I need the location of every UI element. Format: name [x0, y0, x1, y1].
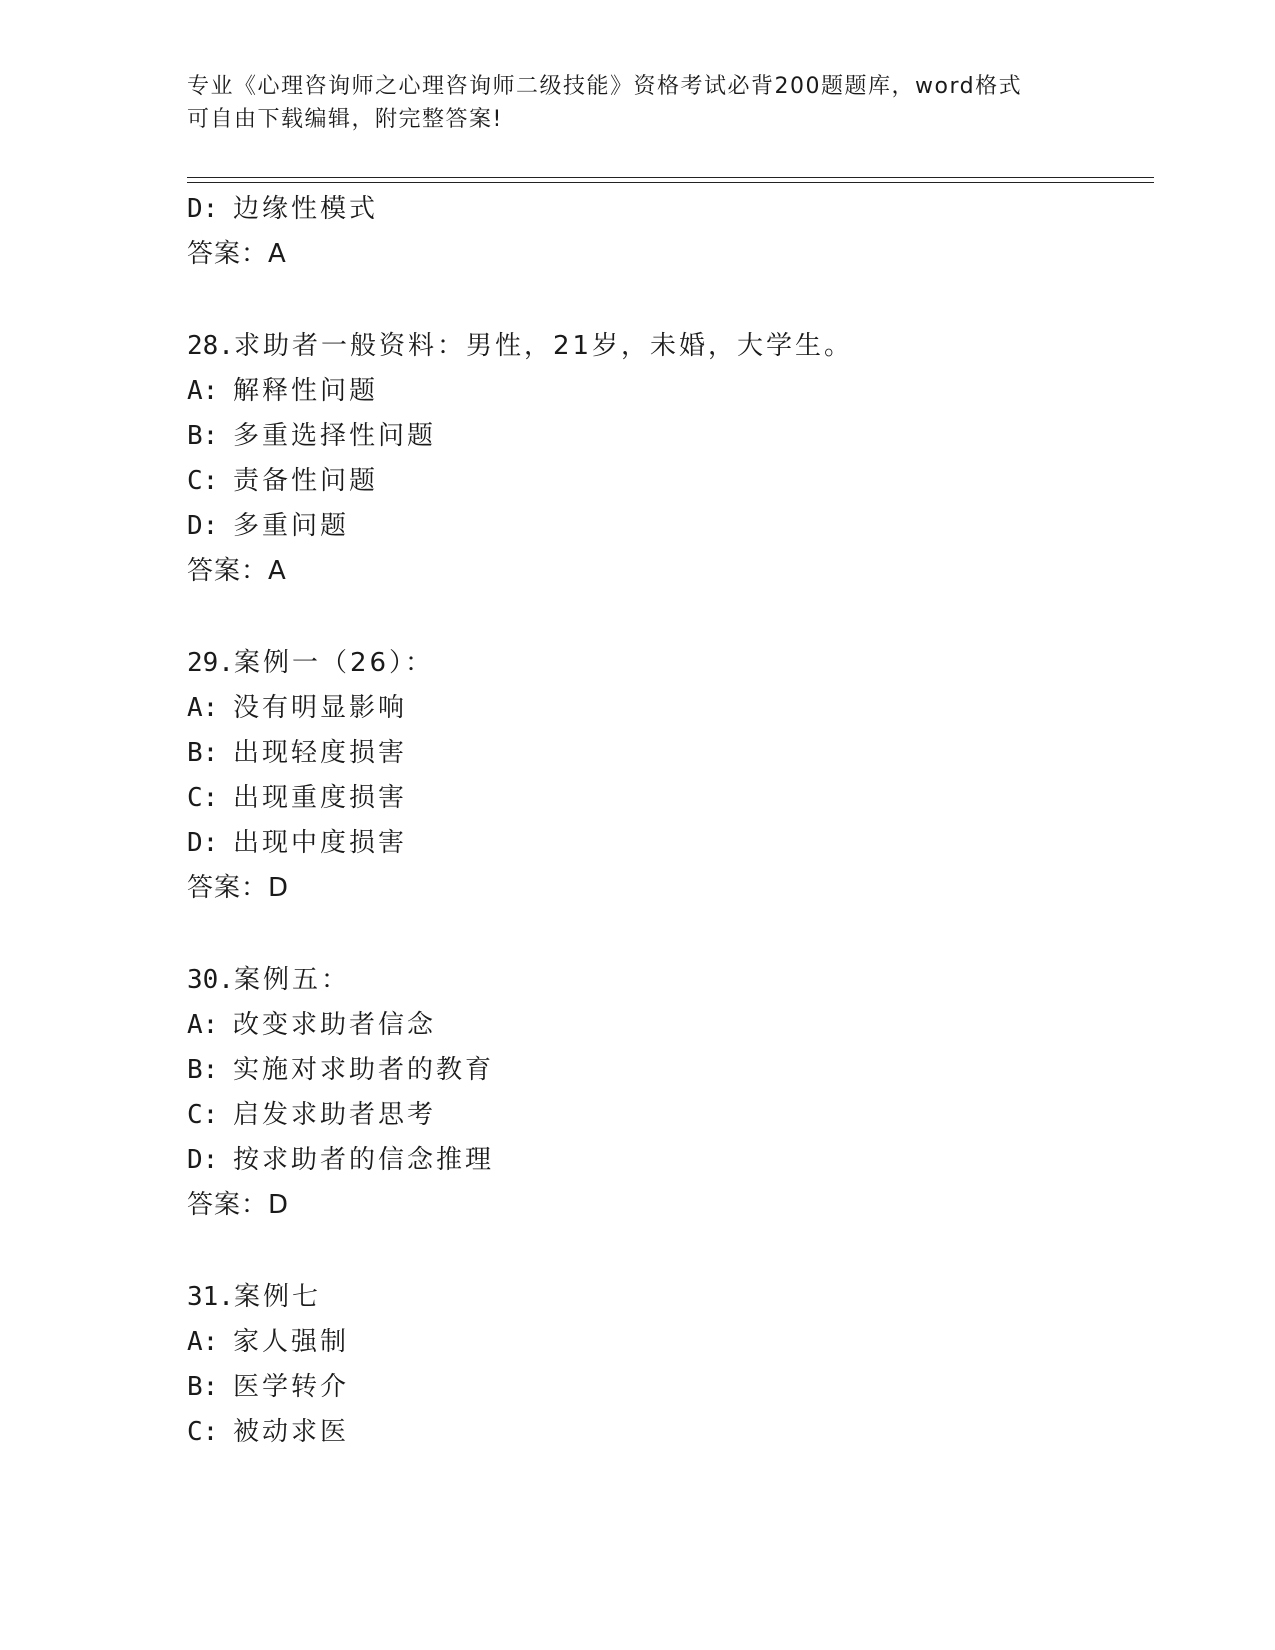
question-text: 案例五：	[233, 965, 350, 995]
question-list	[187, 187, 1147, 1455]
option-key: A:	[187, 693, 219, 723]
option-text: 出现轻度损害	[233, 738, 408, 768]
option-text: 按求助者的信念推理	[233, 1145, 495, 1175]
option-line	[187, 504, 1147, 549]
option-line	[187, 1048, 1147, 1093]
answer-line: 答案：A	[187, 239, 287, 269]
option-key: C:	[187, 1100, 219, 1130]
option-line	[187, 821, 1147, 866]
option-text: 被动求医	[233, 1417, 350, 1447]
header-line-2: 可自由下载编辑，附完整答案!	[187, 107, 503, 132]
option-key: A:	[187, 1010, 219, 1040]
question-number: 30.	[187, 965, 234, 995]
question-text: 求助者一般资料：男性，21岁，未婚，大学生。	[233, 331, 854, 361]
option-text: 实施对求助者的教育	[233, 1055, 495, 1085]
option-line	[187, 459, 1147, 504]
header-line-1: 专业《心理咨询师之心理咨询师二级技能》资格考试必背200题题库，word格式	[187, 74, 1023, 99]
answer-line: 答案：D	[187, 873, 290, 903]
option-key: B:	[187, 1055, 219, 1085]
option-line	[187, 187, 1147, 232]
option-line	[187, 1365, 1147, 1410]
option-key: D:	[187, 1145, 219, 1175]
option-line	[187, 1093, 1147, 1138]
option-key: D:	[187, 828, 219, 858]
header-rule-top	[187, 177, 1154, 178]
option-line	[187, 776, 1147, 821]
question-stem	[187, 958, 1147, 1003]
question-stem	[187, 324, 1147, 369]
option-key: D:	[187, 194, 219, 224]
question-text: 案例七	[233, 1282, 321, 1312]
option-line	[187, 414, 1147, 459]
option-key: A:	[187, 376, 219, 406]
option-key: A:	[187, 1327, 219, 1357]
option-text: 医学转介	[233, 1372, 350, 1402]
option-line	[187, 731, 1147, 776]
answer-line: 答案：D	[187, 1190, 290, 1220]
option-key: D:	[187, 511, 219, 541]
header-rule-bottom	[187, 182, 1154, 183]
option-text: 改变求助者信念	[233, 1010, 437, 1040]
option-line	[187, 369, 1147, 414]
option-text: 多重问题	[233, 511, 350, 541]
question-number: 31.	[187, 1282, 234, 1312]
option-key: C:	[187, 783, 219, 813]
question-text: 案例一（26）：	[233, 648, 435, 678]
option-text: 责备性问题	[233, 466, 379, 496]
option-text: 解释性问题	[233, 376, 379, 406]
option-text: 出现重度损害	[233, 783, 408, 813]
option-key: B:	[187, 738, 219, 768]
option-line	[187, 686, 1147, 731]
option-line	[187, 1320, 1147, 1365]
question-stem	[187, 641, 1147, 686]
option-text: 启发求助者思考	[233, 1100, 437, 1130]
option-line	[187, 1138, 1147, 1183]
option-text: 出现中度损害	[233, 828, 408, 858]
question-number: 29.	[187, 648, 234, 678]
option-text: 多重选择性问题	[233, 421, 437, 451]
question-stem	[187, 1275, 1147, 1320]
document-header	[187, 70, 1067, 136]
answer-line: 答案：A	[187, 556, 287, 586]
option-line	[187, 1410, 1147, 1455]
option-line	[187, 1003, 1147, 1048]
question-number: 28.	[187, 331, 234, 361]
option-key: C:	[187, 466, 219, 496]
option-text: 边缘性模式	[233, 194, 379, 224]
option-text: 没有明显影响	[233, 693, 408, 723]
option-key: B:	[187, 421, 219, 451]
option-text: 家人强制	[233, 1327, 350, 1357]
option-key: B:	[187, 1372, 219, 1402]
option-key: C:	[187, 1417, 219, 1447]
